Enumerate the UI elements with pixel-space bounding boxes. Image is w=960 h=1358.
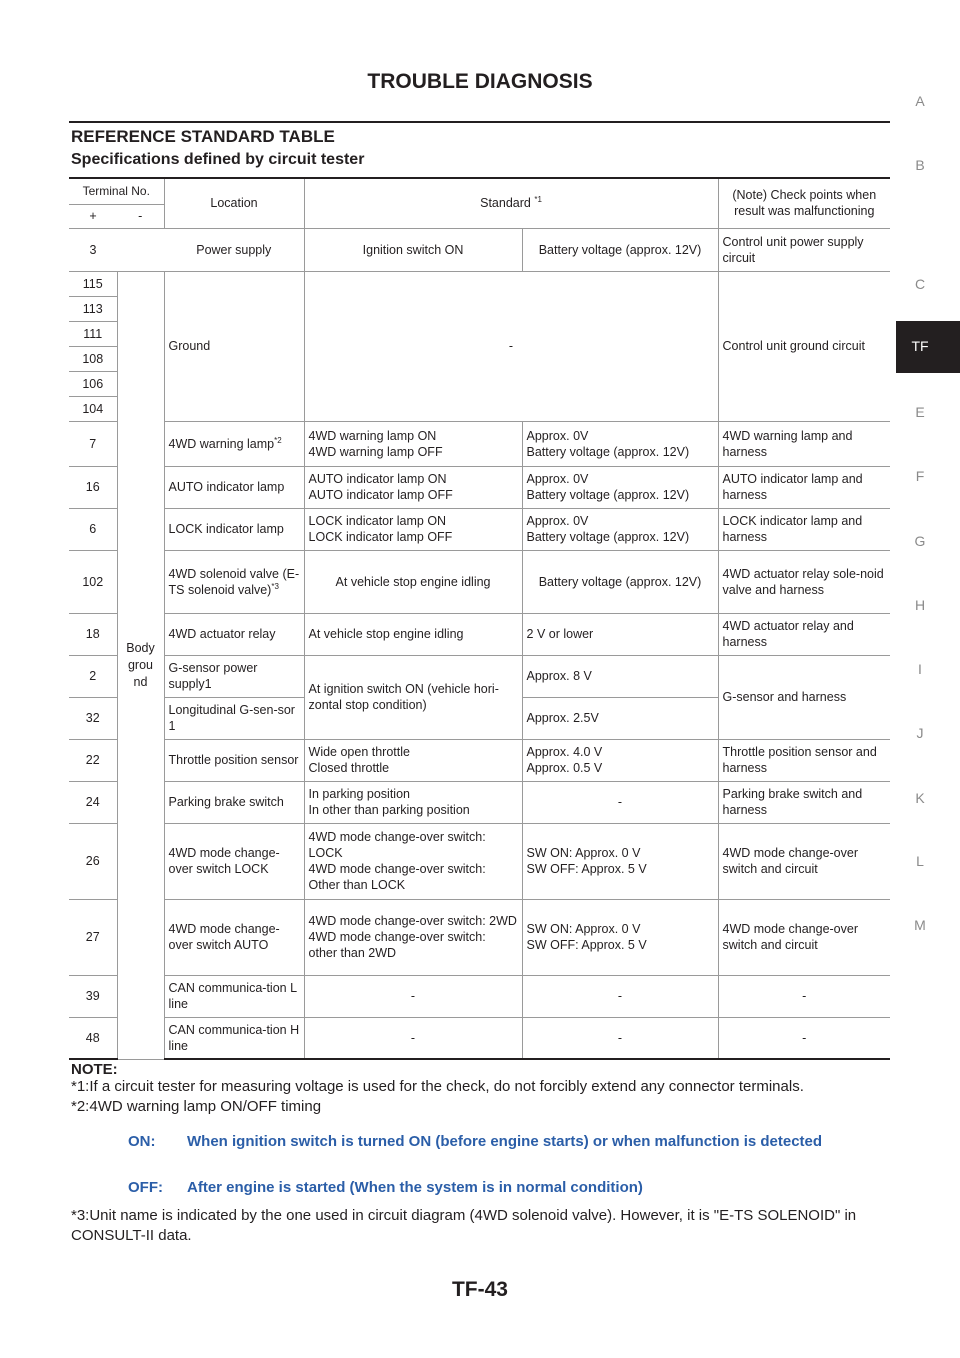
- table-row: [69, 739, 890, 781]
- cell-location: LOCK indicator lamp: [164, 508, 304, 550]
- cell-plus: 48: [69, 1017, 117, 1059]
- page-number: TF-43: [451, 1278, 508, 1301]
- cell-check: 4WD actuator relay sole-noid valve and harness: [718, 550, 890, 613]
- cell-plus: 115: [69, 271, 117, 296]
- cell-plus: 39: [69, 975, 117, 1017]
- cell-location: Throttle position sensor: [164, 739, 304, 781]
- cell-check: 4WD mode change-over switch and circuit: [718, 899, 890, 975]
- header-rule: [69, 121, 890, 123]
- cell-check: 4WD warning lamp and harness: [718, 421, 890, 466]
- note-on: [128, 1131, 858, 1152]
- cell-condition: 4WD mode change-over switch: 2WD 4WD mode change-over switch: other than 2WD: [304, 899, 522, 975]
- cell-plus: 24: [69, 781, 117, 823]
- table-row: [69, 466, 890, 508]
- cell-check: G-sensor and harness: [718, 655, 890, 739]
- note-2: *2:4WD warning lamp ON/OFF timing: [71, 1098, 322, 1115]
- cell-standard: Approx. 0V Battery voltage (approx. 12V): [522, 421, 718, 466]
- side-letter-f[interactable]: F: [915, 468, 925, 484]
- cell-location: CAN communica-tion H line: [164, 1017, 304, 1059]
- cell-plus: 32: [69, 697, 117, 739]
- cell-plus: 111: [69, 321, 117, 346]
- table-row-ground: [69, 271, 890, 296]
- side-tab-label: TF: [911, 338, 929, 354]
- cell-plus: 3: [69, 228, 117, 271]
- cell-condition: -: [304, 975, 522, 1017]
- table-row: [69, 899, 890, 975]
- cell-check: -: [718, 975, 890, 1017]
- cell-plus: 113: [69, 296, 117, 321]
- cell-check: Parking brake switch and harness: [718, 781, 890, 823]
- note-on-text: When ignition switch is turned ON (before engine starts) or when malfunction is detected: [187, 1133, 823, 1150]
- header-minus: -: [117, 204, 164, 228]
- cell-condition: Wide open throttle Closed throttle: [304, 739, 522, 781]
- side-letter-a[interactable]: A: [915, 93, 925, 109]
- cell-plus: 108: [69, 346, 117, 371]
- cell-standard: 2 V or lower: [522, 613, 718, 655]
- side-letter-l[interactable]: L: [916, 853, 924, 869]
- spec-table: [69, 177, 890, 1060]
- cell-plus: 104: [69, 396, 117, 421]
- table-row: [69, 421, 890, 466]
- cell-check: LOCK indicator lamp and harness: [718, 508, 890, 550]
- cell-location: 4WD actuator relay: [164, 613, 304, 655]
- cell-condition: 4WD mode change-over switch: LOCK 4WD mode change-over switch: Other than LOCK: [304, 823, 522, 899]
- cell-plus: 2: [69, 655, 117, 697]
- cell-location: [164, 550, 304, 613]
- cell-check: Throttle position sensor and harness: [718, 739, 890, 781]
- cell-location: G-sensor power supply1: [164, 655, 304, 697]
- header-row: [69, 178, 890, 204]
- cell-location: Longitudinal G-sen-sor 1: [164, 697, 304, 739]
- cell-location: 4WD mode change-over switch LOCK: [164, 823, 304, 899]
- cell-check: Control unit power supply circuit: [718, 228, 890, 271]
- page-title: TROUBLE DIAGNOSIS: [367, 70, 593, 93]
- note-label: NOTE:: [71, 1061, 118, 1078]
- table-row: [69, 655, 890, 697]
- header-standard-label: Standard: [480, 196, 531, 211]
- cell-condition: LOCK indicator lamp ON LOCK indicator lamp OFF: [304, 508, 522, 550]
- cell-standard: Approx. 4.0 V Approx. 0.5 V: [522, 739, 718, 781]
- cell-standard: Approx. 8 V: [522, 655, 718, 697]
- cell-check: -: [718, 1017, 890, 1059]
- cell-plus: 7: [69, 421, 117, 466]
- cell-minus: [117, 228, 164, 271]
- side-tab-active[interactable]: [896, 321, 960, 373]
- cell-condition: AUTO indicator lamp ON AUTO indicator lamp OFF: [304, 466, 522, 508]
- cell-plus: 18: [69, 613, 117, 655]
- cell-condition: At vehicle stop engine idling: [304, 613, 522, 655]
- cell-location: Power supply: [164, 228, 304, 271]
- note-3: *3:Unit name is indicated by the one used in circuit diagram (4WD solenoid valve). However, it is "E-TS SOLENOID" in CONSULT-II data.: [71, 1207, 857, 1244]
- table-row-power: [69, 228, 890, 271]
- note-off-text: After engine is started (When the system is in normal condition): [187, 1179, 643, 1196]
- table-row: [69, 975, 890, 1017]
- cell-plus: 6: [69, 508, 117, 550]
- cell-location: Ground: [164, 271, 304, 421]
- table-row: [69, 550, 890, 613]
- cell-standard: SW ON: Approx. 0 V SW OFF: Approx. 5 V: [522, 823, 718, 899]
- cell-standard: -: [522, 975, 718, 1017]
- cell-standard: -: [522, 781, 718, 823]
- table-row: [69, 613, 890, 655]
- cell-standard: Approx. 0V Battery voltage (approx. 12V): [522, 508, 718, 550]
- header-standard: [304, 178, 718, 228]
- header-standard-sup: *1: [534, 195, 542, 205]
- header-terminal-no: Terminal No.: [69, 178, 164, 204]
- table-row: [69, 508, 890, 550]
- cell-standard: Approx. 0V Battery voltage (approx. 12V): [522, 466, 718, 508]
- note-on-key: ON:: [128, 1133, 156, 1150]
- cell-standard: SW ON: Approx. 0 V SW OFF: Approx. 5 V: [522, 899, 718, 975]
- cell-location: AUTO indicator lamp: [164, 466, 304, 508]
- cell-location: 4WD mode change-over switch AUTO: [164, 899, 304, 975]
- cell-location-text: 4WD solenoid valve (E-TS solenoid valve): [168, 566, 300, 597]
- cell-standard: -: [304, 271, 718, 421]
- side-letter-h[interactable]: H: [914, 597, 926, 613]
- header-location: Location: [164, 178, 304, 228]
- cell-location: Parking brake switch: [164, 781, 304, 823]
- cell-condition: 4WD warning lamp ON 4WD warning lamp OFF: [304, 421, 522, 466]
- cell-check: 4WD mode change-over switch and circuit: [718, 823, 890, 899]
- section-title: REFERENCE STANDARD TABLE: [71, 127, 335, 146]
- side-letter-b[interactable]: B: [915, 157, 925, 173]
- table-row: [69, 823, 890, 899]
- side-letter-g[interactable]: G: [914, 533, 926, 549]
- cell-condition: At vehicle stop engine idling: [304, 550, 522, 613]
- cell-plus: 27: [69, 899, 117, 975]
- side-letter-c[interactable]: C: [914, 276, 926, 292]
- side-index: [896, 0, 960, 1358]
- cell-location-sup: *3: [271, 581, 279, 591]
- cell-check: AUTO indicator lamp and harness: [718, 466, 890, 508]
- cell-condition: At ignition switch ON (vehicle hori-zontal stop condition): [304, 655, 522, 739]
- side-letter-i[interactable]: I: [918, 661, 922, 677]
- cell-standard: Approx. 2.5V: [522, 697, 718, 739]
- cell-standard: Battery voltage (approx. 12V): [522, 550, 718, 613]
- cell-check: Control unit ground circuit: [718, 271, 890, 421]
- cell-body-ground: Body grou nd: [117, 271, 164, 1059]
- cell-location-sup: *2: [274, 435, 282, 445]
- cell-standard: Battery voltage (approx. 12V): [522, 228, 718, 271]
- cell-condition: Ignition switch ON: [304, 228, 522, 271]
- section-subtitle: Specifications defined by circuit tester: [71, 151, 365, 168]
- note-off-key: OFF:: [128, 1179, 163, 1196]
- cell-plus: 16: [69, 466, 117, 508]
- note-off: [128, 1177, 858, 1198]
- cell-plus: 26: [69, 823, 117, 899]
- cell-check: 4WD actuator relay and harness: [718, 613, 890, 655]
- side-letter-e[interactable]: E: [915, 404, 925, 420]
- side-letter-j[interactable]: J: [916, 725, 924, 741]
- cell-plus: 106: [69, 371, 117, 396]
- note-1: *1:If a circuit tester for measuring voltage is used for the check, do not forcibly extend any connector terminals.: [71, 1078, 804, 1095]
- cell-location: CAN communica-tion L line: [164, 975, 304, 1017]
- header-check: (Note) Check points when result was malfunctioning: [718, 178, 890, 228]
- cell-condition: -: [304, 1017, 522, 1059]
- table-row: [69, 781, 890, 823]
- side-letter-k[interactable]: K: [915, 790, 925, 806]
- cell-plus: 102: [69, 550, 117, 613]
- cell-location-text: 4WD warning lamp: [168, 436, 275, 451]
- cell-plus: 22: [69, 739, 117, 781]
- cell-condition: In parking position In other than parking position: [304, 781, 522, 823]
- header-plus: +: [69, 204, 117, 228]
- cell-location: [164, 421, 304, 466]
- cell-standard: -: [522, 1017, 718, 1059]
- table-row: [69, 1017, 890, 1059]
- side-letter-m[interactable]: M: [914, 917, 926, 933]
